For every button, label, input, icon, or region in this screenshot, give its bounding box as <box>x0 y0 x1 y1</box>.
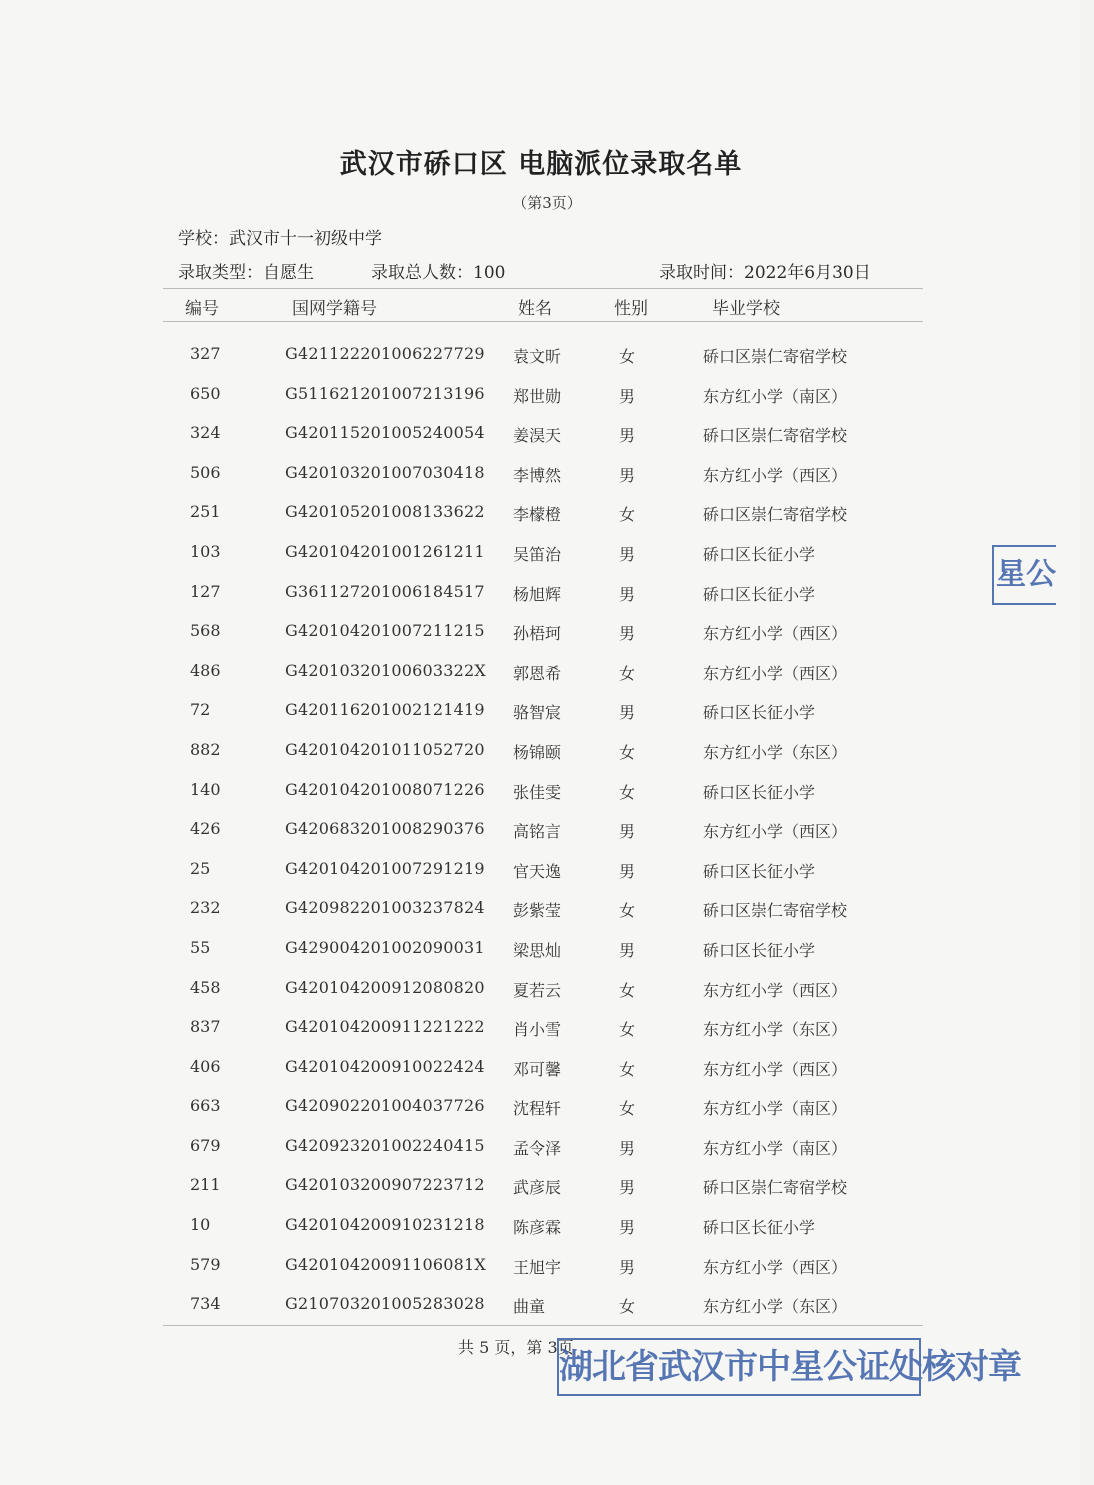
cell-school: 东方红小学（西区） <box>703 980 848 1000</box>
table-row <box>0 1048 1080 1088</box>
admission-date-label: 录取时间：2022年6月30日 <box>659 263 871 283</box>
cell-number: 663 <box>190 1096 221 1116</box>
cell-student-id: G420104201001261211 <box>285 541 485 561</box>
cell-gender: 女 <box>619 782 636 802</box>
cell-gender: 男 <box>619 940 636 960</box>
cell-number: 103 <box>190 541 221 561</box>
cell-school: 东方红小学（南区） <box>703 1138 848 1158</box>
cell-gender: 男 <box>619 386 636 406</box>
admission-type-label: 录取类型：自愿生 <box>178 263 314 283</box>
table-row <box>0 1008 1080 1048</box>
page-footer: 共 5 页，第 3页 <box>458 1338 574 1357</box>
table-row <box>0 810 1080 850</box>
cell-student-id: G420104201008071226 <box>285 779 485 799</box>
cell-student-id: G420104200911221222 <box>285 1017 485 1037</box>
cell-name: 姜淏天 <box>513 426 562 446</box>
cell-student-id: G361127201006184517 <box>285 581 485 601</box>
table-row <box>0 1285 1080 1325</box>
cell-school: 东方红小学（东区） <box>703 742 848 762</box>
cell-school: 硚口区崇仁寄宿学校 <box>703 1178 848 1198</box>
cell-gender: 男 <box>619 861 636 881</box>
cell-school: 东方红小学（西区） <box>703 822 848 842</box>
table-bottom-rule <box>163 1325 923 1326</box>
header-name: 姓名 <box>518 299 552 319</box>
cell-student-id: G420103200907223712 <box>285 1175 485 1195</box>
cell-gender: 男 <box>619 544 636 564</box>
cell-student-id: G429004201002090031 <box>285 937 485 957</box>
cell-name: 陈彦霖 <box>513 1218 562 1238</box>
table-row <box>0 375 1080 415</box>
table-row <box>0 889 1080 929</box>
table-row <box>0 335 1080 375</box>
cell-student-id: G420104200912080820 <box>285 977 485 997</box>
cell-number: 579 <box>190 1254 221 1274</box>
cell-school: 硚口区长征小学 <box>703 544 816 564</box>
cell-student-id: G421122201006227729 <box>285 344 485 363</box>
cell-number: 127 <box>190 581 221 601</box>
cell-gender: 女 <box>619 1059 636 1079</box>
cell-name: 邓可馨 <box>513 1059 562 1079</box>
table-row <box>0 652 1080 692</box>
cell-student-id: G42010320100603322X <box>285 660 487 680</box>
cell-gender: 男 <box>619 1138 636 1158</box>
cell-school: 硚口区崇仁寄宿学校 <box>703 505 848 525</box>
table-row <box>0 731 1080 771</box>
table-row <box>0 1206 1080 1246</box>
cell-student-id: G420116201002121419 <box>285 700 485 720</box>
cell-student-id: G420105201008133622 <box>285 502 485 522</box>
cell-gender: 男 <box>619 1178 636 1198</box>
cell-number: 406 <box>190 1056 221 1076</box>
cell-number: 837 <box>190 1017 221 1037</box>
cell-school: 东方红小学（东区） <box>703 1020 848 1040</box>
cell-number: 10 <box>190 1215 211 1235</box>
cell-number: 140 <box>190 779 221 799</box>
cell-school: 硚口区崇仁寄宿学校 <box>703 347 848 366</box>
table-row <box>0 454 1080 494</box>
cell-number: 734 <box>190 1294 221 1314</box>
cell-name: 沈程轩 <box>513 1099 562 1119</box>
table-row <box>0 969 1080 1009</box>
cell-student-id: G420683201008290376 <box>285 819 485 839</box>
cell-name: 官天逸 <box>513 861 562 881</box>
table-row <box>0 612 1080 652</box>
header-bottom-rule <box>163 321 923 322</box>
cell-number: 506 <box>190 462 221 482</box>
cell-school: 东方红小学（西区） <box>703 663 848 683</box>
cell-name: 郑世勋 <box>513 386 562 406</box>
cell-name: 张佳雯 <box>513 782 562 802</box>
table-row <box>0 929 1080 969</box>
cell-student-id: G420982201003237824 <box>285 898 485 918</box>
header-gender: 性别 <box>614 299 648 319</box>
cell-student-id: G420923201002240415 <box>285 1135 485 1155</box>
cell-school: 硚口区崇仁寄宿学校 <box>703 901 848 921</box>
cell-number: 251 <box>190 502 221 522</box>
table-row <box>0 771 1080 811</box>
cell-gender: 男 <box>619 1257 636 1277</box>
cell-school: 东方红小学（西区） <box>703 1257 848 1277</box>
table-row <box>0 691 1080 731</box>
cell-school: 硚口区长征小学 <box>703 703 816 723</box>
cell-student-id: G420115201005240054 <box>285 423 485 443</box>
notary-stamp: 湖北省武汉市中星公证处核对章 <box>557 1338 921 1396</box>
cell-gender: 女 <box>619 663 636 683</box>
cell-gender: 女 <box>619 742 636 762</box>
header-school: 毕业学校 <box>712 299 780 319</box>
cell-school: 东方红小学（南区） <box>703 386 848 406</box>
cell-gender: 女 <box>619 1099 636 1119</box>
cell-student-id: G420103201007030418 <box>285 462 485 482</box>
cell-name: 袁文昕 <box>513 347 562 366</box>
cell-gender: 女 <box>619 1297 636 1317</box>
cell-gender: 女 <box>619 980 636 1000</box>
table-row <box>0 1127 1080 1167</box>
cell-number: 458 <box>190 977 221 997</box>
table-row <box>0 850 1080 890</box>
header-number: 编号 <box>185 299 219 319</box>
cell-number: 426 <box>190 819 221 839</box>
cell-name: 孟令泽 <box>513 1138 562 1158</box>
cell-gender: 男 <box>619 465 636 485</box>
cell-student-id: G511621201007213196 <box>285 383 485 403</box>
table-row <box>0 573 1080 613</box>
cell-school: 东方红小学（西区） <box>703 465 848 485</box>
cell-student-id: G420902201004037726 <box>285 1096 485 1116</box>
cell-name: 武彦辰 <box>513 1178 562 1198</box>
cell-name: 吴笛治 <box>513 544 562 564</box>
cell-number: 232 <box>190 898 221 918</box>
cell-name: 骆智宸 <box>513 703 562 723</box>
header-top-rule <box>163 288 923 289</box>
cell-gender: 男 <box>619 822 636 842</box>
cell-student-id: G420104200910022424 <box>285 1056 485 1076</box>
cell-school: 东方红小学（东区） <box>703 1297 848 1317</box>
cell-number: 72 <box>190 700 211 720</box>
cell-gender: 男 <box>619 426 636 446</box>
admission-table <box>0 335 1080 1325</box>
cell-number: 211 <box>190 1175 221 1195</box>
table-row <box>0 1246 1080 1286</box>
cell-gender: 女 <box>619 1020 636 1040</box>
cell-number: 324 <box>190 423 221 443</box>
table-row <box>0 533 1080 573</box>
cell-number: 55 <box>190 937 211 957</box>
cell-gender: 男 <box>619 584 636 604</box>
cell-school: 东方红小学（南区） <box>703 1099 848 1119</box>
cell-name: 孙梧珂 <box>513 624 562 644</box>
cell-name: 李博然 <box>513 465 562 485</box>
cell-name: 梁思灿 <box>513 940 562 960</box>
table-row <box>0 493 1080 533</box>
cell-school: 硚口区长征小学 <box>703 782 816 802</box>
cell-gender: 女 <box>619 901 636 921</box>
cell-name: 杨锦颐 <box>513 742 562 762</box>
cell-gender: 男 <box>619 624 636 644</box>
cell-school: 硚口区长征小学 <box>703 584 816 604</box>
cell-student-id: G210703201005283028 <box>285 1294 485 1314</box>
side-stamp: 星公 <box>992 545 1056 605</box>
cell-gender: 女 <box>619 347 636 366</box>
cell-name: 肖小雪 <box>513 1020 562 1040</box>
total-admitted-label: 录取总人数：100 <box>371 263 506 283</box>
cell-name: 彭紫莹 <box>513 901 562 921</box>
cell-school: 硚口区长征小学 <box>703 940 816 960</box>
cell-name: 曲童 <box>513 1297 546 1317</box>
cell-number: 25 <box>190 858 211 878</box>
cell-school: 硚口区长征小学 <box>703 1218 816 1238</box>
cell-number: 650 <box>190 383 221 403</box>
cell-school: 硚口区长征小学 <box>703 861 816 881</box>
cell-name: 杨旭辉 <box>513 584 562 604</box>
table-row <box>0 1087 1080 1127</box>
cell-name: 李檬橙 <box>513 505 562 525</box>
cell-student-id: G420104200910231218 <box>285 1215 485 1235</box>
cell-student-id: G420104201007291219 <box>285 858 485 878</box>
school-label: 学校：武汉市十一初级中学 <box>178 229 382 249</box>
cell-name: 高铭言 <box>513 822 562 842</box>
cell-school: 东方红小学（西区） <box>703 1059 848 1079</box>
cell-student-id: G420104201011052720 <box>285 739 485 759</box>
cell-gender: 男 <box>619 703 636 723</box>
cell-name: 郭恩希 <box>513 663 562 683</box>
cell-number: 882 <box>190 739 221 759</box>
cell-number: 679 <box>190 1135 221 1155</box>
cell-name: 王旭宇 <box>513 1257 562 1277</box>
page-label: （第3页） <box>512 194 582 212</box>
document-title: 武汉市硚口区 电脑派位录取名单 <box>339 149 743 180</box>
cell-number: 486 <box>190 660 221 680</box>
table-row <box>0 414 1080 454</box>
table-row <box>0 1166 1080 1206</box>
cell-school: 硚口区崇仁寄宿学校 <box>703 426 848 446</box>
cell-number: 327 <box>190 344 221 363</box>
cell-number: 568 <box>190 621 221 641</box>
cell-student-id: G42010420091106081X <box>285 1254 487 1274</box>
cell-gender: 女 <box>619 505 636 525</box>
cell-student-id: G420104201007211215 <box>285 621 485 641</box>
cell-school: 东方红小学（西区） <box>703 624 848 644</box>
cell-name: 夏若云 <box>513 980 562 1000</box>
header-student-id: 国网学籍号 <box>292 299 377 319</box>
cell-gender: 男 <box>619 1218 636 1238</box>
